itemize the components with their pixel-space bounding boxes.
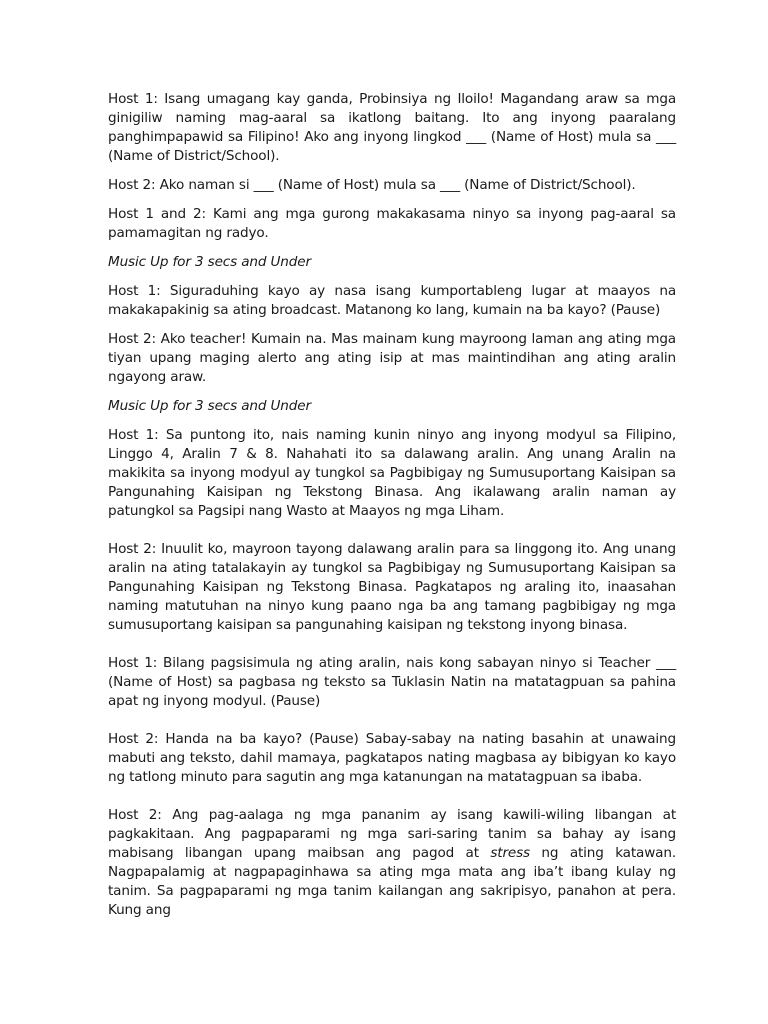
- stage-direction-music: Music Up for 3 secs and Under: [108, 398, 311, 414]
- paragraph-host1-module: Host 1: Sa puntong ito, nais naming kunin ninyo ang inyong modyul sa Filipino, Linggo 4, Aralin 7 & 8. Nahahati ito sa dalawang aralin. Ang unang Aralin na makikita sa inyong modyul ay tungkol sa Pagbibigay ng Sumusuportang Kaisipan sa Pangunahing Kaisipan ng Tekstong Binasa. Ang ikalawang aralin naman ay patungkol sa Pagsipi nang Wasto at Maayos ng mga Liham.: [108, 427, 676, 519]
- paragraph-host1-greeting: Host 1: Isang umagang kay ganda, Probinsiya ng Iloilo! Magandang araw sa mga ginigiliw naming mag-aaral sa ikatlong baitang. Ito ang inyong paaralang panghimpapawid sa Filipino! Ako ang inyong lingkod ___ (Name of Host) mula sa ___ (Name of District/School).: [108, 91, 676, 164]
- paragraph-hosts-together: Host 1 and 2: Kami ang mga gurong makakasama ninyo sa inyong pag-aaral sa pamamagitan ng radyo.: [108, 206, 676, 241]
- document-page: [108, 90, 676, 930]
- emphasis-text: stress: [490, 845, 530, 861]
- paragraph-text: ng ating katawan. Nagpapalamig at nagpapaginhawa sa ating mga mata ang iba’t ibang kulay ng tanim. Sa pagpaparami ng mga tanim kailangan ang sakripisyo, panahon at pera. Kung ang: [108, 845, 676, 918]
- paragraph-host2-ready: Host 2: Handa na ba kayo? (Pause) Sabay-sabay na nating basahin at unawaing mabuti ang teksto, dahil mamaya, pagkatapos nating magbasa ay bibigyan ko kayo ng tatlong minuto para sagutin ang mga katanungan na matatagpuan sa ibaba.: [108, 731, 676, 785]
- paragraph-host2-lesson: Host 2: Inuulit ko, mayroon tayong dalawang aralin para sa linggong ito. Ang unang aralin na ating tatalakayin ay tungkol sa Pagbibigay ng Sumusuportang Kaisipan sa Pangunahing Kaisipan ng Tekstong Binasa. Pagkatapos ng araling ito, inaasahan naming matutuhan na ninyo kung paano nga ba ang tamang pagbibigay ng mga sumusuportang kaisipan sa pangunahing kaisipan ng tekstong inyong binasa.: [108, 541, 676, 633]
- paragraph-text: Host 2: Ang pag-aalaga ng mga pananim ay isang kawili-wiling libangan at pagkakitaan. Ang pagpaparami ng mga sari-saring tanim sa bahay ay isang mabisang libangan upang maibsan ang pagod at: [108, 807, 676, 861]
- paragraph-host1-reading: Host 1: Bilang pagsisimula ng ating aralin, nais kong sabayan ninyo si Teacher ___ (Name of Host) sa pagbasa ng teksto sa Tuklasin Natin na matatagpuan sa pahina apat ng inyong modyul. (Pause): [108, 655, 676, 709]
- paragraph-host1-comfort: Host 1: Siguraduhing kayo ay nasa isang kumportableng lugar at maayos na makakapakinig sa ating broadcast. Matanong ko lang, kumain na ba kayo? (Pause): [108, 283, 676, 318]
- paragraph-host2-intro: Host 2: Ako naman si ___ (Name of Host) mula sa ___ (Name of District/School).: [108, 177, 636, 193]
- paragraph-host2-plants: [108, 806, 676, 920]
- paragraph-host2-breakfast: Host 2: Ako teacher! Kumain na. Mas mainam kung mayroong laman ang ating mga tiyan upang maging alerto ang ating isip at mas maintindihan ang ating aralin ngayong araw.: [108, 331, 676, 385]
- stage-direction-music: Music Up for 3 secs and Under: [108, 254, 311, 270]
